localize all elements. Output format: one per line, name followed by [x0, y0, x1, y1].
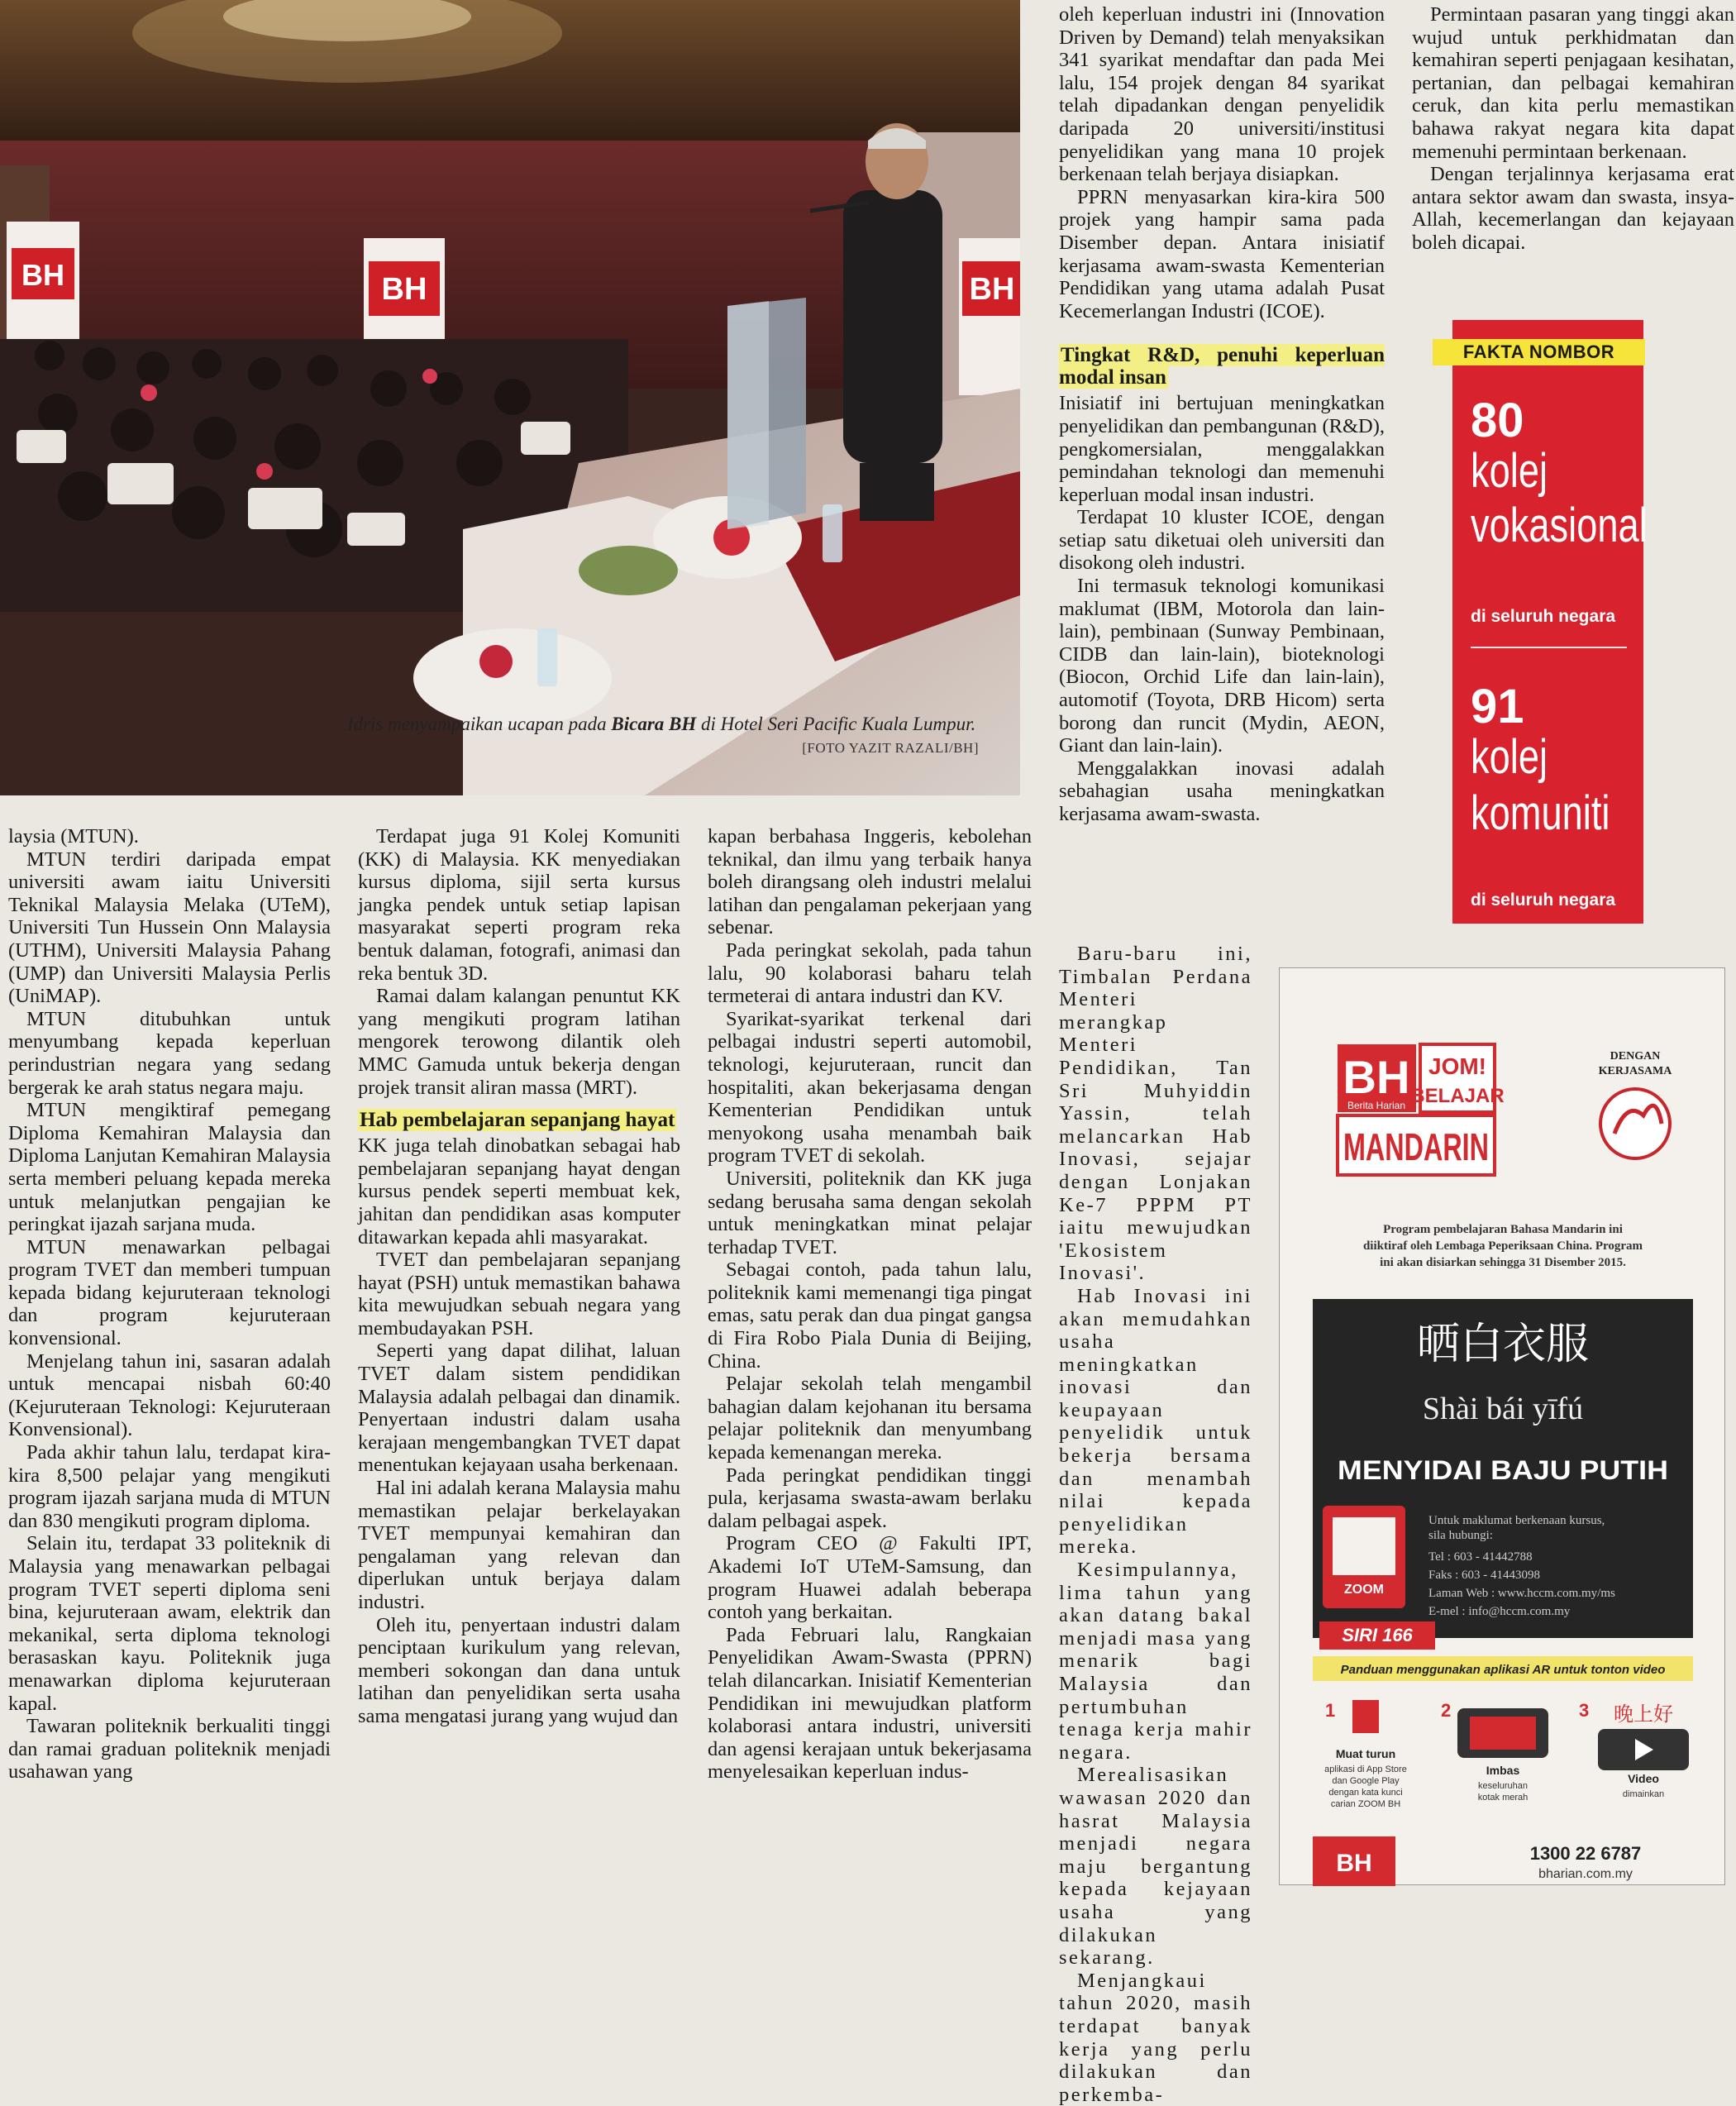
- paragraph: TVET dan pembelajaran sepanjang hayat (PSH) untuk memastikan bahawa kita mewujudkan sebuah negara yang membudayakan PSH.: [358, 1249, 680, 1340]
- paragraph: Baru-baru ini, Timbalan Perdana Menteri merangkap Menteri Pendidikan, Tan Sri Muhyiddin Yassin, telah melancarkan Hab Inovasi, sejajar dengan Lonjakan Ke-7 PPPM PT iaitu mewujudkan 'Ekosistem Inovasi'.: [1059, 943, 1252, 1285]
- svg-text:3: 3: [1579, 1700, 1590, 1721]
- svg-text:SIRI 166: SIRI 166: [1342, 1625, 1413, 1645]
- stat-number: 91: [1471, 680, 1524, 733]
- svg-text:2: 2: [1441, 1700, 1452, 1721]
- svg-text:keseluruhan: keseluruhan: [1478, 1781, 1528, 1791]
- paragraph: Menjelang tahun ini, sasaran adalah untuk mencapai nisbah 60:40 (Kejuruteraan Teknologi: Kejuruteraan Konvensional).: [8, 1349, 331, 1441]
- paragraph: KK juga telah dinobatkan sebagai hab pembelajaran sepanjang hayat dengan kursus pendek seperti membuat kek, jahitan dan pendidikan asas komputer ditawarkan kepada ahli masyarakat.: [358, 1134, 680, 1249]
- stat-word: kolej: [1471, 730, 1548, 784]
- svg-text:dengan kata kunci: dengan kata kunci: [1328, 1788, 1403, 1798]
- svg-text:kotak merah: kotak merah: [1477, 1793, 1529, 1803]
- paragraph: Pelajar sekolah telah mengambil bahagian dalam kejohanan itu bersama pelajar politeknik dan menyumbang kepada kemenangan mereka.: [708, 1373, 1032, 1464]
- paragraph: Oleh itu, penyertaan industri dalam penciptaan kurikulum yang relevan, memberi sokongan dan dana untuk latihan dan penyelidikan serta usaha sama mengatasi jurang yang wujud dan: [358, 1613, 680, 1727]
- stat-word: komuniti: [1471, 786, 1610, 840]
- paragraph: PPRN menyasarkan kira-kira 500 projek yang hampir sama pada Disember depan. Antara inisiatif kerjasama awam-swasta Kementerian Pendidikan yang utama adalah Pusat Kecemerlangan Industri (ICOE).: [1059, 185, 1385, 322]
- paragraph: Menjangkaui tahun 2020, masih terdapat banyak kerja yang perlu dilakukan dan perkemba-: [1059, 1969, 1252, 2106]
- svg-text:dimainkan: dimainkan: [1622, 1789, 1665, 1799]
- paragraph: Kesimpulannya, lima tahun yang akan datang bakal menjadi masa yang menarik bagi Malaysia dan pertumbuhan tenaga kerja mahir negara.: [1059, 1559, 1252, 1764]
- fakta-nombor-box: [1452, 320, 1648, 924]
- paragraph: MTUN terdiri daripada empat universiti awam iaitu Universiti Teknikal Malaysia Melaka (UTeM), Universiti Tun Hussein Onn Malaysia (UTHM), Universiti Malaysia Pahang (UMP) dan Universiti Malaysia Perlis (UniMAP).: [8, 848, 331, 1008]
- paragraph: Tawaran politeknik berkualiti tinggi dan ramai graduan politeknik menjadi usahawan yang: [8, 1715, 331, 1784]
- paragraph: Hal ini adalah kerana Malaysia mahu memastikan pelajar berkelayakan TVET mempunyai kemahiran dan pengalaman yang relevan dan diperlukan untuk berjaya dalam industri.: [358, 1477, 680, 1613]
- svg-text:BH: BH: [1336, 1850, 1372, 1877]
- svg-text:BH: BH: [381, 272, 427, 307]
- svg-text:bharian.com.my: bharian.com.my: [1538, 1867, 1633, 1881]
- paragraph: Ramai dalam kalangan penuntut KK yang mengikuti program latihan mengorek terowong dilantik oleh MMC Gamuda untuk bekerja dengan projek transit aliran massa (MRT).: [358, 985, 680, 1099]
- stat-word: kolej: [1471, 444, 1548, 498]
- paragraph: MTUN ditubuhkan untuk menyumbang kepada keperluan perindustrian negara yang sedang bergerak ke arah status negara maju.: [8, 1007, 331, 1099]
- article-column-4: [1059, 3, 1385, 826]
- svg-text:晒白衣服: 晒白衣服: [1416, 1320, 1590, 1369]
- bh-logo: [1338, 1044, 1416, 1112]
- svg-text:aplikasi di App Store: aplikasi di App Store: [1324, 1765, 1407, 1774]
- paragraph: kapan berbahasa Inggeris, kebolehan teknikal, dan ilmu yang terbaik hanya boleh dirangsang oleh industri melalui latihan dan pengalaman pekerjaan yang sebenar.: [708, 825, 1032, 939]
- stat-word: vokasional: [1471, 499, 1648, 552]
- svg-text:E-mel : info@hccm.com.my: E-mel : info@hccm.com.my: [1428, 1605, 1571, 1618]
- paragraph: Terdapat juga 91 Kolej Komuniti (KK) di Malaysia. KK menyediakan kursus diploma, sijil serta kursus jangka pendek untuk setiap lapisan masyarakat seperti program reka bentuk dalaman, fotografi, animasi dan reka bentuk 3D.: [358, 825, 680, 985]
- paragraph: Inisiatif ini bertujuan meningkatkan penyelidikan dan pembangunan (R&D), pengkomersialan, menggalakkan pemindahan teknologi dan memenuhi keperluan modal insan industri.: [1059, 392, 1385, 506]
- svg-text:DENGAN: DENGAN: [1610, 1050, 1661, 1063]
- svg-text:1: 1: [1325, 1700, 1336, 1721]
- guide-step-3: [1579, 1700, 1689, 1799]
- svg-text:carian ZOOM BH: carian ZOOM BH: [1330, 1799, 1401, 1809]
- svg-text:diiktiraf oleh Lembaga Peperik: diiktiraf oleh Lembaga Peperiksaan China. Program: [1362, 1239, 1643, 1253]
- paragraph: Seperti yang dapat dilihat, laluan TVET dalam sistem pendidikan Malaysia adalah pelbagai dan dinamik. Penyertaan industri dalam usaha kerajaan mengembangkan TVET dapat menentukan kejayaan usaha berkenaan.: [358, 1340, 680, 1477]
- svg-text:JOM!: JOM!: [1428, 1053, 1486, 1079]
- svg-text:Berita Harian: Berita Harian: [1347, 1100, 1406, 1111]
- mandarin-ad: [1279, 967, 1725, 1885]
- svg-text:Video: Video: [1628, 1772, 1659, 1785]
- paragraph: Selain itu, terdapat 33 politeknik di Malaysia yang menawarkan pelbagai program TVET seperti diploma seni bina, kejuruteraan awam, elektrik dan mekanikal, serta diploma teknologi berasaskan kayu. Politeknik juga menawarkan diploma kejuruteraan kapal.: [8, 1532, 331, 1715]
- stat-note: di seluruh negara: [1471, 607, 1616, 626]
- paragraph: Terdapat 10 kluster ICOE, dengan setiap satu diketuai oleh universiti dan disokong oleh industri.: [1059, 506, 1385, 575]
- svg-text:KERJASAMA: KERJASAMA: [1598, 1065, 1672, 1077]
- stat-number: 80: [1471, 394, 1524, 447]
- svg-text:MANDARIN: MANDARIN: [1343, 1125, 1489, 1168]
- svg-text:ZOOM: ZOOM: [1344, 1583, 1384, 1597]
- photo-caption: Idris menyampaikan ucapan pada Bicara BH di Hotel Seri Pacific Kuala Lumpur.: [347, 714, 976, 734]
- lesson-panel: [1313, 1299, 1693, 1650]
- article-column-1: [8, 825, 331, 1784]
- article-column-2: [358, 825, 680, 1728]
- svg-text:BELAJAR: BELAJAR: [1410, 1085, 1505, 1107]
- paragraph: Pada Februari lalu, Rangkaian Penyelidikan Awam-Swasta (PPRN) telah dilancarkan. Inisiatif Kementerian Pendidikan ini mewujudkan platform kolaborasi antara industri, universiti dan agensi kerajaan untuk bekerjasama menyelesaikan keperluan indus-: [708, 1623, 1032, 1784]
- bh-banner-right: [959, 238, 1020, 395]
- svg-text:Faks : 603 - 41443098: Faks : 603 - 41443098: [1428, 1569, 1540, 1582]
- article-column-4-narrow: [1059, 943, 1252, 2106]
- svg-text:sila hubungi:: sila hubungi:: [1428, 1529, 1493, 1542]
- svg-text:Program pembelajaran Bahasa Ma: Program pembelajaran Bahasa Mandarin ini: [1383, 1223, 1623, 1236]
- svg-text:Tel : 603 - 41442788: Tel : 603 - 41442788: [1428, 1550, 1533, 1564]
- svg-text:Imbas: Imbas: [1486, 1764, 1520, 1777]
- svg-text:Laman Web : www.hccm.com.my/ms: Laman Web : www.hccm.com.my/ms: [1428, 1587, 1615, 1600]
- paragraph: Pada peringkat sekolah, pada tahun lalu, 90 kolaborasi baharu telah termeterai di antara industri dan KV.: [708, 938, 1032, 1008]
- svg-text:BH: BH: [1343, 1051, 1410, 1103]
- subheading: Hab pembelajaran sepanjang hayat: [360, 1109, 675, 1132]
- paragraph: MTUN menawarkan pelbagai program TVET dan memberi tumpuan kepada bidang kejuruteraan teknologi dan program kejuruteraan konvensional.: [8, 1235, 331, 1350]
- paragraph: Sebagai contoh, pada tahun lalu, politeknik kami memenangi tiga pingat emas, satu perak dan dua pingat gangsa di Fira Robo Piala Dunia di Beijing, China.: [708, 1258, 1032, 1373]
- paragraph: Hab Inovasi ini akan memudahkan usaha meningkatkan inovasi dan keupayaan penyelidik untuk bekerja bersama dan menambah nilai kepada penyelidikan mereka.: [1059, 1284, 1252, 1559]
- article-column-5: [1412, 3, 1734, 255]
- svg-text:晚上好: 晚上好: [1614, 1702, 1673, 1726]
- subheading: Tingkat R&D, penuhi keperluan modal insan: [1059, 344, 1385, 389]
- svg-text:MENYIDAI BAJU PUTIH: MENYIDAI BAJU PUTIH: [1338, 1455, 1668, 1485]
- paragraph: Pada peringkat pendidikan tinggi pula, kerjasama swasta-awam berlaku dalam pelbagai aspek.: [708, 1464, 1032, 1532]
- paragraph: Merealisasikan wawasan 2020 dan hasrat Malaysia menjadi negara maju bergantung kepada kejayaan usaha yang dilakukan sekarang.: [1059, 1764, 1252, 1970]
- svg-text:BH: BH: [969, 272, 1015, 307]
- svg-text:Panduan menggunakan aplikasi A: Panduan menggunakan aplikasi AR untuk tonton video: [1340, 1663, 1666, 1677]
- svg-text:Untuk maklumat berkenaan kursu: Untuk maklumat berkenaan kursus,: [1428, 1514, 1605, 1527]
- paragraph: Menggalakkan inovasi adalah sebahagian usaha meningkatkan kerjasama awam-swasta.: [1059, 757, 1385, 825]
- paragraph: laysia (MTUN).: [8, 825, 139, 848]
- photo-scene: [0, 0, 1020, 795]
- svg-text:1300 22 6787: 1300 22 6787: [1529, 1843, 1642, 1864]
- paragraph: oleh keperluan industri ini (Innovation Driven by Demand) telah menyaksikan 341 syarikat mendaftar dan pada Mei lalu, 154 projek dengan 84 syarikat telah dipadankan dengan penyelidik daripada 20 universiti/institusi penyelidikan yang mana 10 projek berkenaan telah berjaya disiapkan.: [1059, 3, 1385, 186]
- article-column-3: [708, 825, 1032, 1784]
- svg-text:BH: BH: [21, 258, 64, 292]
- paragraph: Universiti, politeknik dan KK juga sedang berusaha sama dengan sekolah untuk meningkatkan minat pelajar terhadap TVET.: [708, 1167, 1032, 1258]
- stat-note: di seluruh negara: [1471, 891, 1616, 910]
- paragraph: Permintaan pasaran yang tinggi akan wujud untuk perkhidmatan dan kemahiran seperti penjagaan kesihatan, pertanian, dan pelbagai kemahiran ceruk, dan kita perlu memastikan bahawa rakyat negara kita dapat memenuhi permintaan berkenaan.: [1412, 3, 1734, 163]
- mandarin-wordmark: [1338, 1115, 1495, 1175]
- divider: [1471, 647, 1627, 648]
- guide-step-1: [1324, 1700, 1407, 1809]
- paragraph: Ini termasuk teknologi komunikasi maklumat (IBM, Motorola dan lain-lain), pembinaan (Sunway Pembinaan, CIDB dan lain-lain), bioteknologi (Biocon, Orchid Life dan lain-lain), automotif (Toyota, DRB Hicom) serta borong dan runcit (Mydin, AEON, Giant dan lain-lain).: [1059, 575, 1385, 757]
- paragraph: Syarikat-syarikat terkenal dari pelbagai industri seperti automobil, teknologi, kejuruteraan, runcit dan hospitaliti, akan bekerjasama dengan Kementerian Pendidikan untuk menyokong usaha menambah baik program TVET di sekolah.: [708, 1007, 1032, 1168]
- paragraph: Program CEO @ Fakulti IPT, Akademi IoT UTeM-Samsung, dan program Huawei adalah beberapa contoh yang berkaitan.: [708, 1532, 1032, 1624]
- svg-text:ini akan disiarkan sehingga 31: ini akan disiarkan sehingga 31 Disember 2015.: [1380, 1256, 1626, 1269]
- svg-text:dan Google Play: dan Google Play: [1332, 1776, 1400, 1786]
- guide-step-2: [1441, 1700, 1548, 1803]
- jom-belajar-badge: [1410, 1044, 1504, 1112]
- svg-text:Muat turun: Muat turun: [1335, 1747, 1396, 1760]
- photo-credit: [FOTO YAZIT RAZALI/BH]: [802, 740, 979, 756]
- paragraph: Pada akhir tahun lalu, terdapat kira-kira 8,500 pelajar yang mengikuti program ijazah sarjana muda di MTUN dan 830 mengikuti program diploma.: [8, 1441, 331, 1532]
- fakta-label: FAKTA NOMBOR: [1433, 339, 1645, 365]
- partner-logo: [1599, 1050, 1673, 1158]
- svg-text:Shài bái yīfú: Shài bái yīfú: [1422, 1392, 1584, 1426]
- paragraph: MTUN mengiktiraf pemegang Diploma Kemahiran Malaysia dan Diploma Lanjutan Kemahiran Malaysia serta memberi peluang kepada mereka untuk melanjutkan pengajian ke peringkat ijazah sarjana muda.: [8, 1099, 331, 1236]
- news-photo: [0, 0, 1020, 795]
- paragraph: Dengan terjalinnya kerjasama erat antara sektor awam dan swasta, insya-Allah, kecemerlangan dan kejayaan boleh dicapai.: [1412, 163, 1734, 254]
